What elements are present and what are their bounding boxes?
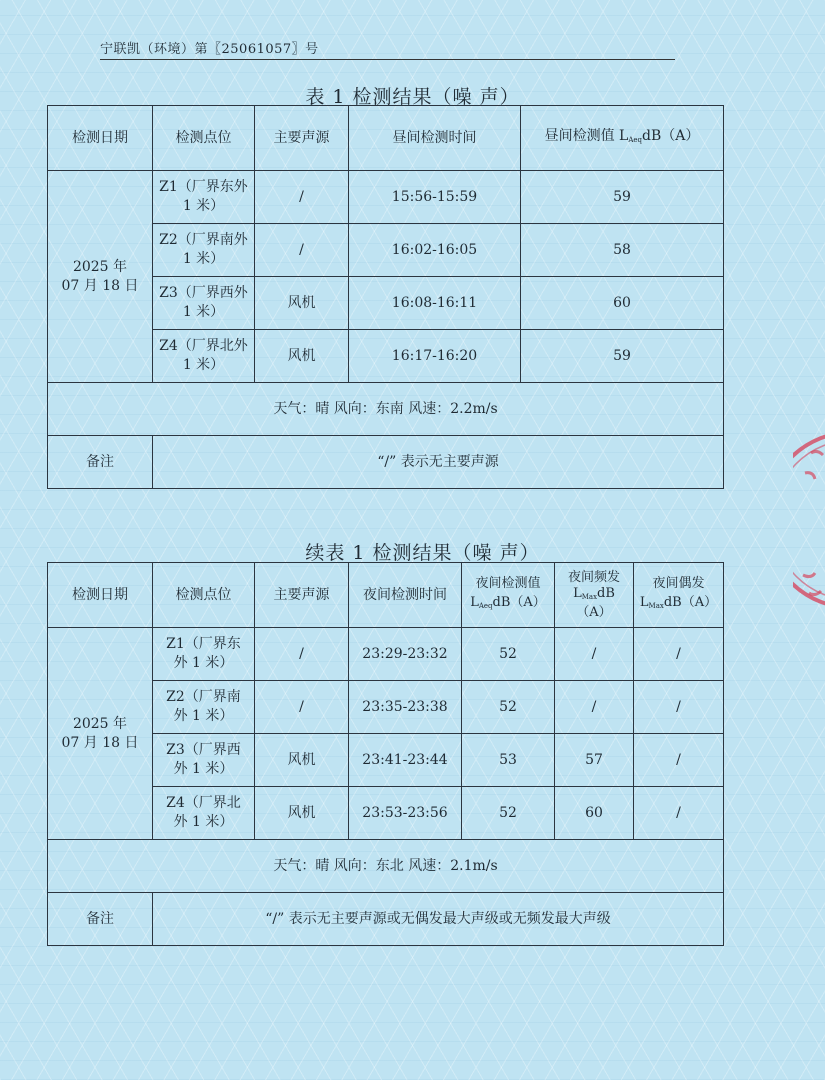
value-cell: 59	[521, 330, 724, 383]
header-source: 主要声源	[255, 563, 349, 628]
table1-noise-daytime	[47, 105, 724, 489]
remark-text: “/” 表示无主要声源	[153, 436, 724, 489]
occasional-cell: /	[634, 734, 724, 787]
table-row	[48, 628, 724, 681]
header-time: 夜间检测时间	[349, 563, 462, 628]
occasional-cell: /	[634, 628, 724, 681]
frequent-cell: 57	[555, 734, 634, 787]
point-cell: Z1（厂界东外 1 米）	[153, 171, 255, 224]
time-cell: 16:08-16:11	[349, 277, 521, 330]
time-cell: 16:02-16:05	[349, 224, 521, 277]
value-cell: 52	[462, 628, 555, 681]
header-date: 检测日期	[48, 106, 153, 171]
date-cell: 2025 年 07 月 18 日	[48, 171, 153, 383]
point-cell: Z4（厂界北 外 1 米）	[153, 787, 255, 840]
time-cell: 23:35-23:38	[349, 681, 462, 734]
occasional-cell: /	[634, 681, 724, 734]
weather-row	[48, 383, 724, 436]
source-cell: 风机	[255, 787, 349, 840]
weather-cell: 天气：晴 风向：东南 风速：2.2m/s	[48, 383, 724, 436]
point-cell: Z1（厂界东 外 1 米）	[153, 628, 255, 681]
time-cell: 23:53-23:56	[349, 787, 462, 840]
remark-row	[48, 436, 724, 489]
table-header-row	[48, 106, 724, 171]
remark-row	[48, 893, 724, 946]
header-frequent: 夜间频发 $L_{Max}dB$ （A）	[555, 563, 634, 628]
point-cell: Z3（厂界西 外 1 米）	[153, 734, 255, 787]
value-cell: 58	[521, 224, 724, 277]
date-cell: 2025 年 07 月 18 日	[48, 628, 153, 840]
header-value: 夜间检测值 $L_{Aeq}dB(A)$	[462, 563, 555, 628]
occasional-cell: /	[634, 787, 724, 840]
source-cell: /	[255, 224, 349, 277]
source-cell: /	[255, 628, 349, 681]
remark-label: 备注	[48, 436, 153, 489]
table-header-row	[48, 563, 724, 628]
value-cell: 59	[521, 171, 724, 224]
source-cell: 风机	[255, 330, 349, 383]
header-point: 检测点位	[153, 563, 255, 628]
frequent-cell: /	[555, 681, 634, 734]
source-cell: 风机	[255, 734, 349, 787]
time-cell: 16:17-16:20	[349, 330, 521, 383]
time-cell: 15:56-15:59	[349, 171, 521, 224]
value-cell: 52	[462, 787, 555, 840]
remark-text: “/” 表示无主要声源或无偶发最大声级或无频发最大声级	[153, 893, 724, 946]
header-date: 检测日期	[48, 563, 153, 628]
table2-title: 续表 1 检测结果（噪 声）	[305, 542, 540, 564]
header-point: 检测点位	[153, 106, 255, 171]
value-cell: 53	[462, 734, 555, 787]
time-cell: 23:29-23:32	[349, 628, 462, 681]
header-value: 昼间检测值 $L_{Aeq}dB(A)$	[521, 106, 724, 171]
value-cell: 60	[521, 277, 724, 330]
header-occasional: 夜间偶发 $L_{Max}dB(A)$	[634, 563, 724, 628]
point-cell: Z3（厂界西外 1 米）	[153, 277, 255, 330]
source-cell: /	[255, 171, 349, 224]
point-cell: Z4（厂界北外 1 米）	[153, 330, 255, 383]
weather-cell: 天气：晴 风向：东北 风速：2.1m/s	[48, 840, 724, 893]
header-source: 主要声源	[255, 106, 349, 171]
report-number: 宁联凯（环境）第〖25061057〗号	[100, 38, 675, 60]
point-cell: Z2（厂界南外 1 米）	[153, 224, 255, 277]
table1-title: 表 1 检测结果（噪 声）	[305, 86, 520, 108]
frequent-cell: 60	[555, 787, 634, 840]
table-row	[48, 171, 724, 224]
value-cell: 52	[462, 681, 555, 734]
weather-row	[48, 840, 724, 893]
remark-label: 备注	[48, 893, 153, 946]
source-cell: 风机	[255, 277, 349, 330]
time-cell: 23:41-23:44	[349, 734, 462, 787]
source-cell: /	[255, 681, 349, 734]
header-time: 昼间检测时间	[349, 106, 521, 171]
red-seal-stamp	[793, 425, 825, 615]
frequent-cell: /	[555, 628, 634, 681]
table2-noise-nighttime	[47, 562, 724, 946]
point-cell: Z2（厂界南 外 1 米）	[153, 681, 255, 734]
